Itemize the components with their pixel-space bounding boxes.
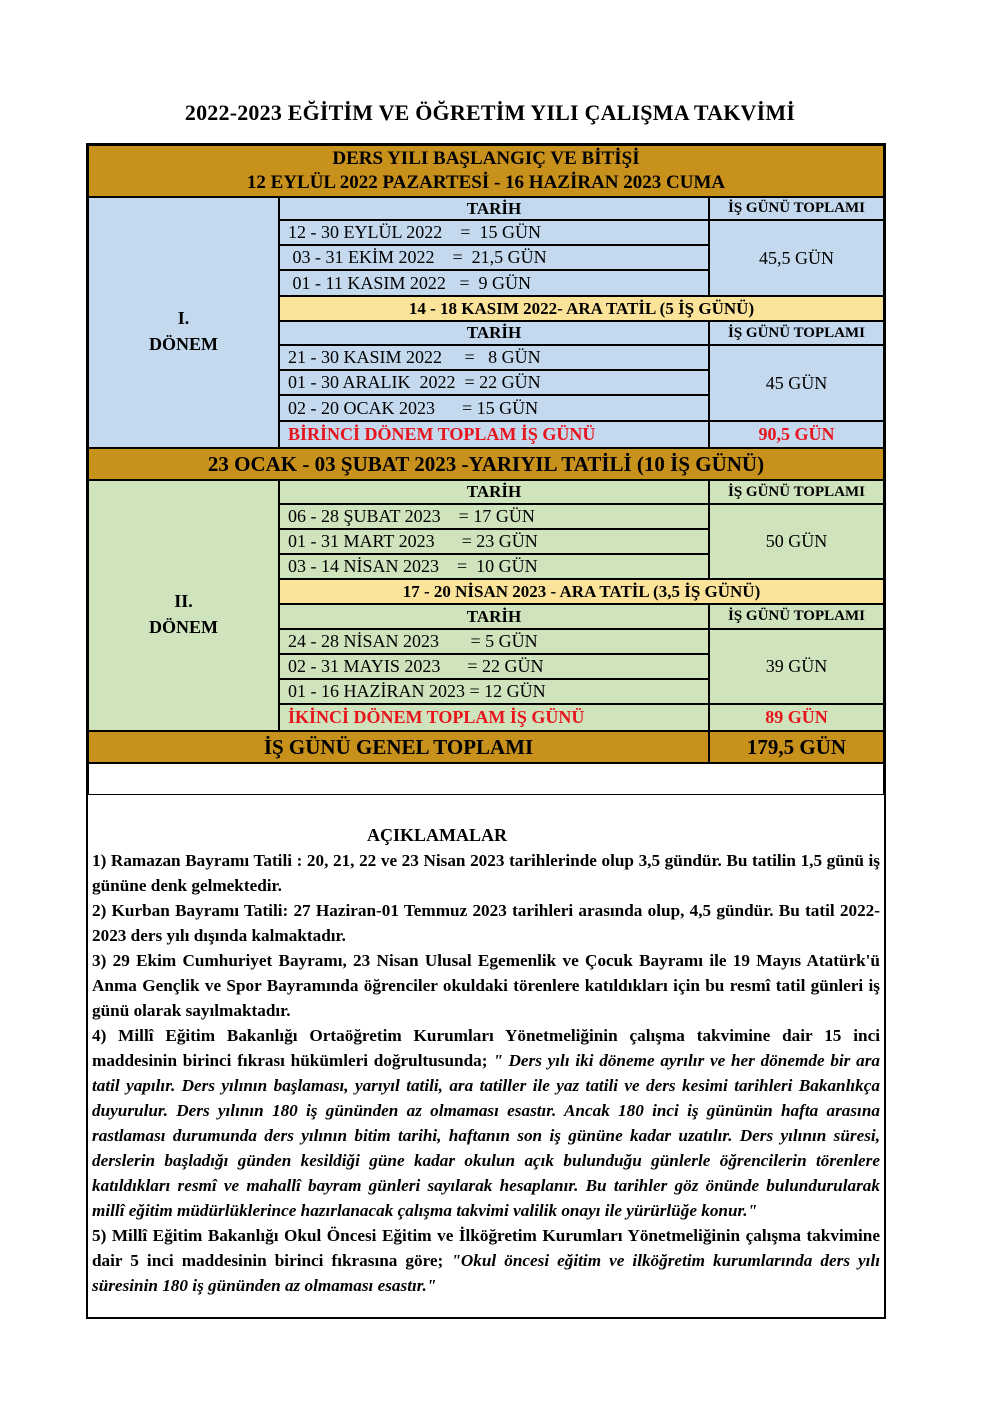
term2-block1-total-header: İŞ GÜNÜ TOPLAMI (709, 480, 884, 504)
term2-sum-label: İKİNCİ DÖNEM TOPLAM İŞ GÜNÜ (279, 704, 709, 731)
term1-block2-row: 02 - 20 OCAK 2023 = 15 GÜN (279, 395, 709, 421)
term1-block1-row: 01 - 11 KASIM 2022 = 9 GÜN (279, 270, 709, 296)
term1-label-roman: I. (177, 307, 190, 328)
term2-block1-row: 03 - 14 NİSAN 2023 = 10 GÜN (279, 554, 709, 579)
term1-block1-date-header: TARİH (279, 197, 709, 220)
term2-block1-date-header: TARİH (279, 480, 709, 504)
school-year-header (88, 145, 884, 197)
term1-block1-row: 03 - 31 EKİM 2022 = 21,5 GÜN (279, 245, 709, 270)
note-5-text: 5) Millî Eğitim Bakanlığı Okul Öncesi Eğitim ve İlköğretim Kurumları Yönetmeliğinin çalışma takvimine dair 5 inci maddesinin birinci fıkrasına göre; (92, 1226, 880, 1270)
term2-block2-row: 02 - 31 MAYIS 2023 = 22 GÜN (279, 654, 709, 679)
term1-block2-total: 45 GÜN (709, 345, 884, 421)
term1-block1-row: 12 - 30 EYLÜL 2022 = 15 GÜN (279, 220, 709, 245)
notes-section (88, 793, 884, 1298)
page-title: 2022-2023 EĞİTİM VE ÖĞRETİM YILI ÇALIŞMA TAKVİMİ (184, 100, 796, 125)
note-4-quote: " Ders yılı iki döneme ayrılır ve her dönemde bir ara tatil yapılır. Ders yılının başlaması, yarıyıl tatili, ara tatiller ile yaz tatili ve ders kesimi tarihleri Bakanlıkça duyurulur. Ders yılının 180 iş gününden az olmaması esastır. Ancak 180 inci iş gününün hafta arasına rastlaması durumunda ders yılının bitim tarihi, haftanın son iş gününe kadar uzatılır. Ders yılının süresi, derslerin başladığı günden kesildiği güne kadar okulun açık bulunduğu günlerle öğrencilerin törenlere katıldıkları resmî ve mahallî bayram günleri sayılarak hesaplanır. Bu tarihler göz önünde bulundurularak millî eğitim müdürlüklerince hazırlanacak çalışma takvimi valilik onayı ile yürürlüğe konur." (92, 1051, 880, 1220)
term1-sum-label: BİRİNCİ DÖNEM TOPLAM İŞ GÜNÜ (279, 421, 709, 448)
grand-total-value: 179,5 GÜN (709, 731, 884, 763)
term1-sum-value: 90,5 GÜN (709, 421, 884, 448)
term2-block1-row: 06 - 28 ŞUBAT 2023 = 17 GÜN (279, 504, 709, 529)
term2-label-word: DÖNEM (149, 616, 218, 637)
grand-total-label: İŞ GÜNÜ GENEL TOPLAMI (88, 731, 709, 763)
term2-block2-row: 24 - 28 NİSAN 2023 = 5 GÜN (279, 629, 709, 654)
term2-block2-total: 39 GÜN (709, 629, 884, 704)
calendar-table (86, 143, 886, 1319)
term1-block1-total-header: İŞ GÜNÜ TOPLAMI (709, 197, 884, 220)
term1-label (88, 197, 279, 448)
empty-row (88, 763, 884, 795)
school-year-header-line2: 12 EYLÜL 2022 PAZARTESİ - 16 HAZİRAN 2023 CUMA (246, 172, 726, 193)
term1-block2-row: 21 - 30 KASIM 2022 = 8 GÜN (279, 345, 709, 370)
term2-sum-value: 89 GÜN (709, 704, 884, 731)
midyear-break: 23 OCAK - 03 ŞUBAT 2023 -YARIYIL TATİLİ (10 İŞ GÜNÜ) (88, 448, 884, 480)
note-4 (92, 1023, 880, 1223)
term2-block2-total-header: İŞ GÜNÜ TOPLAMI (709, 604, 884, 629)
term2-label-roman: II. (174, 590, 193, 611)
note-3: 3) 29 Ekim Cumhuriyet Bayramı, 23 Nisan Ulusal Egemenlik ve Çocuk Bayramı ile 19 Mayıs Atatürk'ü Anma Gençlik ve Spor Bayramında öğrenciler okuldaki törenlere katıldıkları için bu resmî tatil günleri iş günü olarak sayılmaktadır. (92, 951, 880, 1020)
note-5 (92, 1223, 880, 1298)
note-4-text: 4) Millî Eğitim Bakanlığı Ortaöğretim Kurumları Yönetmeliğinin çalışma takvimine dair 15 inci maddesinin birinci fıkrası hükümleri doğrultusunda; (92, 1026, 880, 1070)
term1-block1-total: 45,5 GÜN (709, 220, 884, 296)
term1-block2-date-header: TARİH (279, 321, 709, 345)
term1-break: 14 - 18 KASIM 2022- ARA TATİL (5 İŞ GÜNÜ) (279, 296, 884, 321)
note-1: 1) Ramazan Bayramı Tatili : 20, 21, 22 ve 23 Nisan 2023 tarihlerinde olup 3,5 gündür. Bu tatilin 1,5 günü iş gününe denk gelmektedir. (92, 851, 880, 895)
term2-label (88, 480, 279, 731)
term2-block1-row: 01 - 31 MART 2023 = 23 GÜN (279, 529, 709, 554)
notes-heading: AÇIKLAMALAR (366, 825, 507, 845)
term2-break: 17 - 20 NİSAN 2023 - ARA TATİL (3,5 İŞ GÜNÜ) (279, 579, 884, 604)
term2-block2-date-header: TARİH (279, 604, 709, 629)
term1-block2-total-header: İŞ GÜNÜ TOPLAMI (709, 321, 884, 345)
note-5-quote: "Okul öncesi eğitim ve ilköğretim kurumlarında ders yılı süresinin 180 iş gününden az olmaması esastır." (92, 1251, 881, 1295)
school-year-header-line1: DERS YILI BAŞLANGIÇ VE BİTİŞİ (332, 148, 640, 169)
note-2: 2) Kurban Bayramı Tatili: 27 Haziran-01 Temmuz 2023 tarihleri arasında olup, 4,5 gündür. Bu tatil 2022-2023 ders yılı dışında kalmaktadır. (92, 901, 880, 945)
term2-block1-total: 50 GÜN (709, 504, 884, 579)
term1-block2-row: 01 - 30 ARALIK 2022 = 22 GÜN (279, 370, 709, 395)
term1-label-word: DÖNEM (149, 333, 218, 354)
term2-block2-row: 01 - 16 HAZİRAN 2023 = 12 GÜN (279, 679, 709, 704)
